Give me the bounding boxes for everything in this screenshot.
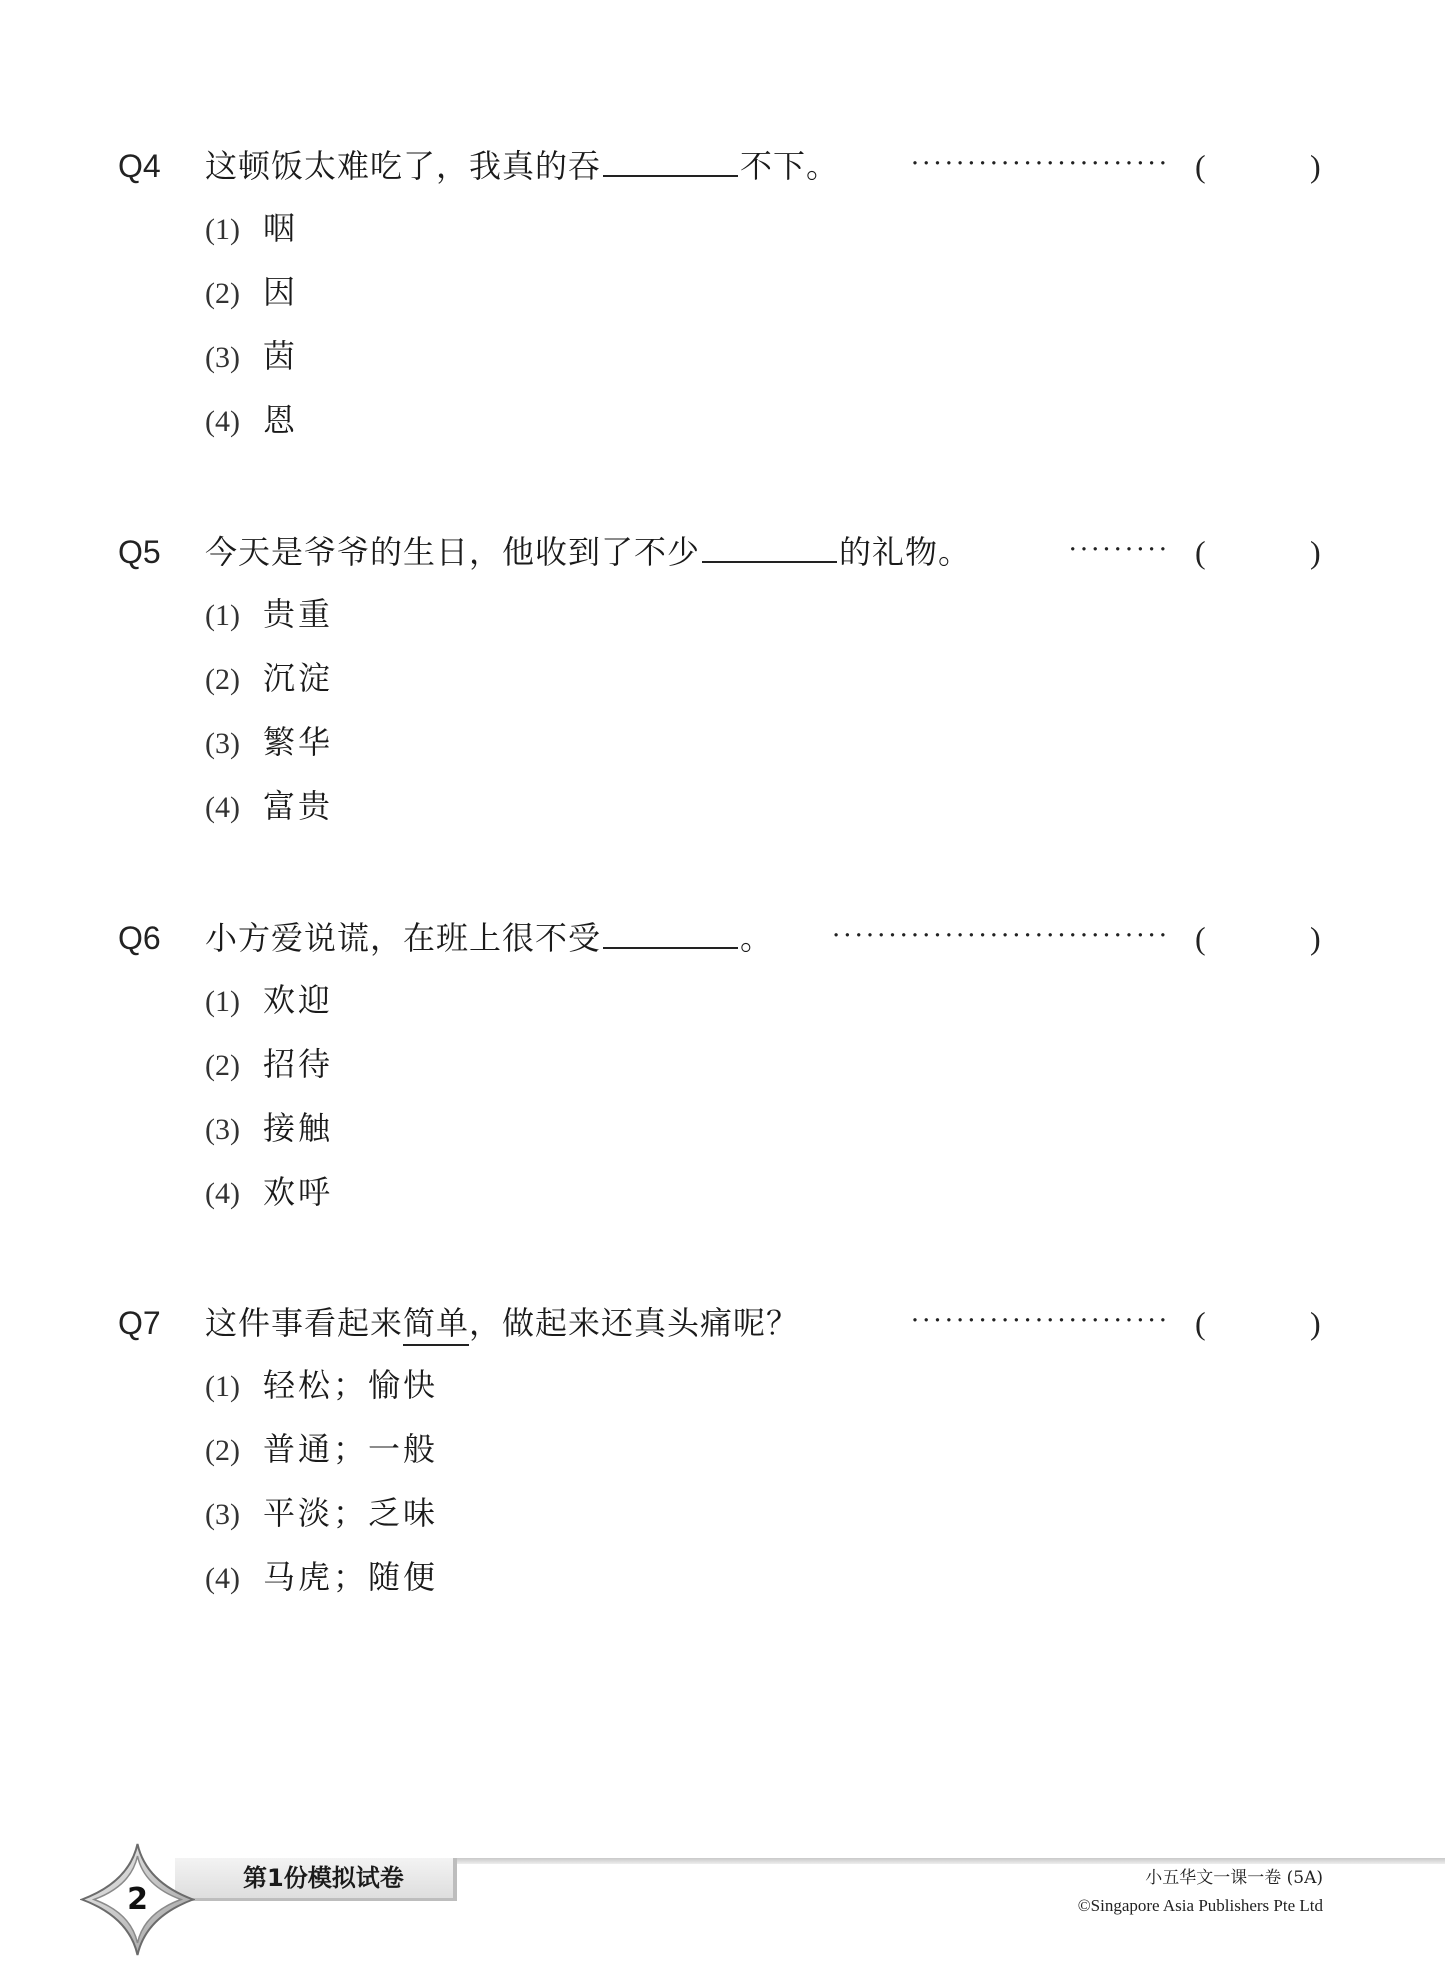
option-number: (1) <box>205 213 240 246</box>
option <box>205 592 333 636</box>
option <box>205 1363 438 1407</box>
option <box>205 656 333 700</box>
option-text: 平淡；乏味 <box>263 1494 439 1532</box>
option-number: (1) <box>205 599 240 632</box>
answer-blank <box>702 531 837 563</box>
question-number: Q7 <box>118 1305 161 1341</box>
leader-dots: ······················· <box>910 149 1170 179</box>
option <box>205 1427 438 1471</box>
option-text: 接触 <box>263 1109 334 1147</box>
option-number: (2) <box>205 1049 240 1082</box>
option <box>205 206 298 250</box>
question-stem <box>205 530 971 574</box>
option-number: (2) <box>205 663 240 696</box>
stem-text: 的礼物。 <box>839 533 972 571</box>
option-text: 因 <box>263 273 299 311</box>
option <box>205 784 333 828</box>
option-number: (2) <box>205 277 240 310</box>
leader-dots: ······························ <box>832 921 1170 951</box>
page-number: 2 <box>127 1882 148 1917</box>
option <box>205 1555 438 1599</box>
option <box>205 334 298 378</box>
stem-text: 。 <box>740 919 774 957</box>
option-text: 富贵 <box>263 787 334 825</box>
question-number: Q5 <box>118 534 161 570</box>
stem-text: 小方爱说谎，在班上很不受 <box>205 919 602 957</box>
answer-paren-close: ) <box>1310 1305 1321 1341</box>
option-text: 招待 <box>263 1045 334 1083</box>
option-number: (4) <box>205 1562 240 1595</box>
answer-paren-open: ( <box>1195 534 1206 570</box>
stem-text: 这件事看起来 <box>205 1304 404 1342</box>
question-number: Q6 <box>118 920 161 956</box>
option <box>205 1042 333 1086</box>
question-number: Q4 <box>118 148 161 184</box>
option-text: 欢呼 <box>263 1173 334 1211</box>
leader-dots: ······················· <box>910 1306 1170 1336</box>
stem-text: 这顿饭太难吃了，我真的吞 <box>205 147 602 185</box>
stem-text: 不下。 <box>740 147 840 185</box>
paper-title: 第1份模拟试卷 <box>243 1864 404 1892</box>
answer-paren-close: ) <box>1310 920 1321 956</box>
answer-blank <box>603 145 738 177</box>
question-stem <box>205 916 773 960</box>
option <box>205 720 333 764</box>
option-text: 轻松；愉快 <box>263 1366 439 1404</box>
option-number: (1) <box>205 985 240 1018</box>
option-number: (3) <box>205 341 240 374</box>
stem-text: 今天是爷爷的生日，他收到了不少 <box>205 533 701 571</box>
option-text: 繁华 <box>263 723 334 761</box>
answer-paren-open: ( <box>1195 148 1206 184</box>
option <box>205 978 333 1022</box>
question-stem <box>205 1301 799 1345</box>
option <box>205 398 298 442</box>
option-text: 普通；一般 <box>263 1430 439 1468</box>
page-footer <box>0 1840 1445 1970</box>
option-number: (3) <box>205 1113 240 1146</box>
option <box>205 1491 438 1535</box>
option-text: 马虎；随便 <box>263 1558 439 1596</box>
copyright-notice: ©Singapore Asia Publishers Pte Ltd <box>1077 1896 1323 1915</box>
option-text: 恩 <box>263 401 299 439</box>
answer-paren-open: ( <box>1195 920 1206 956</box>
option-number: (3) <box>205 727 240 760</box>
answer-paren-open: ( <box>1195 1305 1206 1341</box>
option <box>205 1106 333 1150</box>
option-number: (4) <box>205 791 240 824</box>
answer-paren-close: ) <box>1310 148 1321 184</box>
option-number: (2) <box>205 1434 240 1467</box>
option-number: (3) <box>205 1498 240 1531</box>
option <box>205 270 298 314</box>
option-text: 咽 <box>263 209 299 247</box>
option-text: 茵 <box>263 337 299 375</box>
answer-paren-close: ) <box>1310 534 1321 570</box>
question-stem <box>205 144 839 188</box>
answer-blank <box>603 917 738 949</box>
leader-dots: ········· <box>1068 535 1170 565</box>
option-number: (1) <box>205 1370 240 1403</box>
option-number: (4) <box>205 1177 240 1210</box>
option <box>205 1170 333 1214</box>
stem-text: ，做起来还真头痛呢？ <box>469 1304 800 1342</box>
underlined-word: 简单 <box>403 1304 469 1346</box>
option-text: 欢迎 <box>263 981 334 1019</box>
option-text: 贵重 <box>263 595 334 633</box>
book-title: 小五华文一课一卷 (5A) <box>1145 1868 1323 1888</box>
option-number: (4) <box>205 405 240 438</box>
option-text: 沉淀 <box>263 659 334 697</box>
